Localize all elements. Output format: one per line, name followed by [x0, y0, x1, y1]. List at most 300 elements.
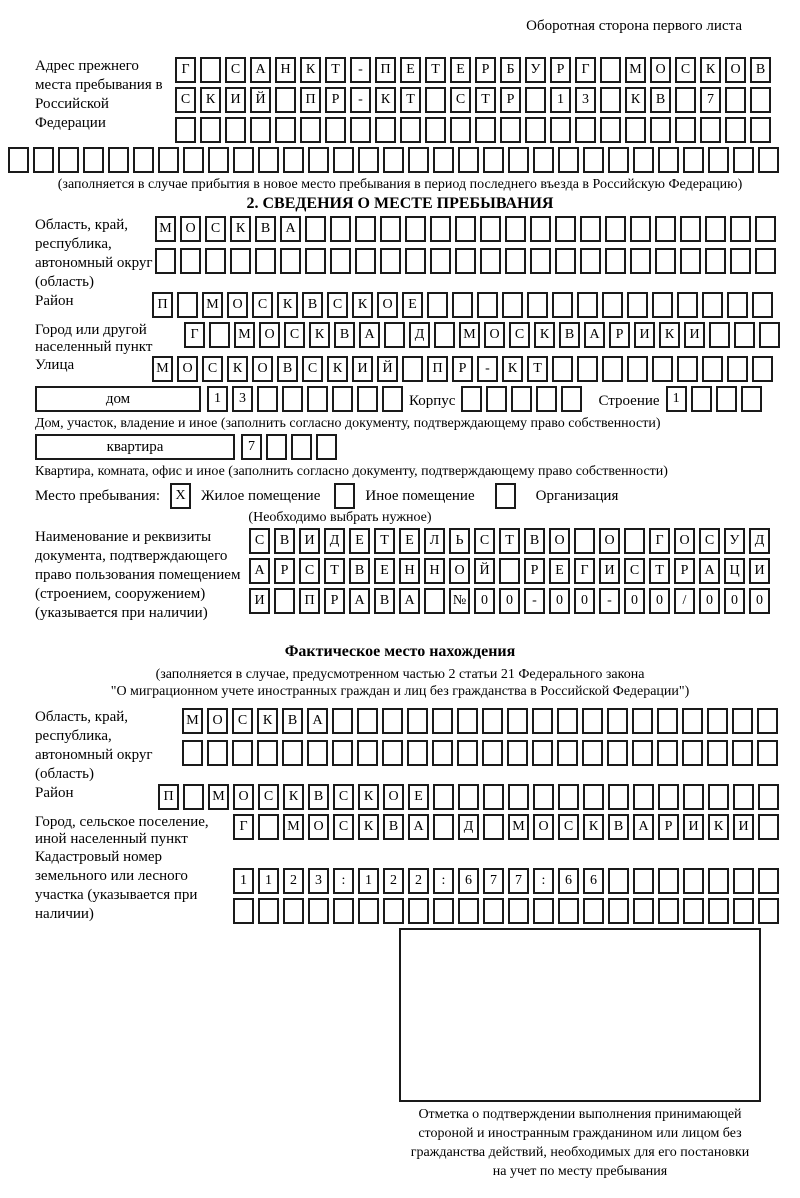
char-cell[interactable] [633, 868, 654, 894]
char-cell[interactable] [433, 784, 454, 810]
char-cell[interactable]: Р [475, 57, 496, 83]
char-cell[interactable] [305, 216, 326, 242]
char-cell[interactable]: Р [500, 87, 521, 113]
char-cell[interactable]: И [749, 558, 770, 584]
char-cell[interactable]: С [284, 322, 305, 348]
char-cell[interactable]: М [152, 356, 173, 382]
char-cell[interactable]: А [349, 588, 370, 614]
char-cell[interactable] [741, 386, 762, 412]
char-cell[interactable] [727, 356, 748, 382]
char-cell[interactable]: К [700, 57, 721, 83]
char-cell[interactable]: И [684, 322, 705, 348]
char-cell[interactable] [205, 248, 226, 274]
char-cell[interactable]: 6 [458, 868, 479, 894]
char-cell[interactable]: С [699, 528, 720, 554]
char-cell[interactable] [683, 147, 704, 173]
char-cell[interactable]: 7 [508, 868, 529, 894]
char-cell[interactable]: М [208, 784, 229, 810]
char-cell[interactable] [332, 740, 353, 766]
char-cell[interactable] [555, 248, 576, 274]
char-cell[interactable]: М [508, 814, 529, 840]
char-cell[interactable]: В [559, 322, 580, 348]
char-cell[interactable]: С [333, 814, 354, 840]
char-cell[interactable] [758, 147, 779, 173]
char-cell[interactable] [330, 248, 351, 274]
checkbox-organizatsiya[interactable] [495, 483, 516, 509]
char-cell[interactable] [180, 248, 201, 274]
char-cell[interactable]: П [152, 292, 173, 318]
char-cell[interactable] [582, 740, 603, 766]
char-cell[interactable]: В [750, 57, 771, 83]
char-cell[interactable] [655, 216, 676, 242]
char-cell[interactable] [550, 117, 571, 143]
char-cell[interactable] [375, 117, 396, 143]
char-cell[interactable]: Т [527, 356, 548, 382]
char-cell[interactable] [558, 898, 579, 924]
char-cell[interactable]: М [283, 814, 304, 840]
char-cell[interactable] [200, 117, 221, 143]
char-cell[interactable]: М [459, 322, 480, 348]
char-cell[interactable] [758, 784, 779, 810]
char-cell[interactable]: 1 [358, 868, 379, 894]
char-cell[interactable]: П [427, 356, 448, 382]
char-cell[interactable] [632, 740, 653, 766]
char-cell[interactable] [433, 898, 454, 924]
char-cell[interactable] [582, 708, 603, 734]
char-cell[interactable] [357, 708, 378, 734]
char-cell[interactable] [677, 356, 698, 382]
char-cell[interactable]: - [477, 356, 498, 382]
char-cell[interactable] [282, 386, 303, 412]
char-cell[interactable]: А [249, 558, 270, 584]
char-cell[interactable] [652, 356, 673, 382]
char-cell[interactable]: К [300, 57, 321, 83]
char-cell[interactable] [675, 87, 696, 113]
char-cell[interactable] [405, 216, 426, 242]
char-cell[interactable]: : [533, 868, 554, 894]
char-cell[interactable] [350, 117, 371, 143]
char-cell[interactable]: О [533, 814, 554, 840]
char-cell[interactable]: Е [408, 784, 429, 810]
char-cell[interactable] [583, 898, 604, 924]
char-cell[interactable]: Й [250, 87, 271, 113]
char-cell[interactable] [283, 147, 304, 173]
char-cell[interactable] [257, 740, 278, 766]
char-cell[interactable]: А [280, 216, 301, 242]
char-cell[interactable] [207, 740, 228, 766]
char-cell[interactable]: А [250, 57, 271, 83]
char-cell[interactable] [733, 147, 754, 173]
char-cell[interactable] [458, 147, 479, 173]
char-cell[interactable] [175, 117, 196, 143]
char-cell[interactable]: О [377, 292, 398, 318]
char-cell[interactable] [33, 147, 54, 173]
char-cell[interactable] [333, 898, 354, 924]
char-cell[interactable] [483, 898, 504, 924]
char-cell[interactable]: К [283, 784, 304, 810]
char-cell[interactable] [755, 216, 776, 242]
char-cell[interactable]: С [327, 292, 348, 318]
char-cell[interactable] [632, 708, 653, 734]
char-cell[interactable] [683, 868, 704, 894]
char-cell[interactable]: О [308, 814, 329, 840]
char-cell[interactable] [424, 588, 445, 614]
char-cell[interactable] [266, 434, 287, 460]
char-cell[interactable]: О [259, 322, 280, 348]
char-cell[interactable] [307, 386, 328, 412]
char-cell[interactable]: К [230, 216, 251, 242]
char-cell[interactable] [752, 292, 773, 318]
char-cell[interactable] [316, 434, 337, 460]
char-cell[interactable] [716, 386, 737, 412]
char-cell[interactable]: Т [324, 558, 345, 584]
char-cell[interactable]: Й [377, 356, 398, 382]
char-cell[interactable]: 0 [749, 588, 770, 614]
char-cell[interactable] [725, 117, 746, 143]
char-cell[interactable]: А [699, 558, 720, 584]
char-cell[interactable] [177, 292, 198, 318]
char-cell[interactable]: Г [574, 558, 595, 584]
char-cell[interactable]: У [724, 528, 745, 554]
char-cell[interactable]: И [225, 87, 246, 113]
char-cell[interactable]: А [359, 322, 380, 348]
char-cell[interactable]: Е [402, 292, 423, 318]
char-cell[interactable] [530, 216, 551, 242]
char-cell[interactable]: Г [649, 528, 670, 554]
char-cell[interactable] [607, 708, 628, 734]
char-cell[interactable]: К [583, 814, 604, 840]
char-cell[interactable]: М [155, 216, 176, 242]
char-cell[interactable]: Р [324, 588, 345, 614]
char-cell[interactable] [630, 248, 651, 274]
char-cell[interactable] [300, 117, 321, 143]
char-cell[interactable]: 7 [483, 868, 504, 894]
char-cell[interactable] [457, 740, 478, 766]
char-cell[interactable] [407, 740, 428, 766]
char-cell[interactable]: 1 [666, 386, 687, 412]
char-cell[interactable] [357, 740, 378, 766]
char-cell[interactable] [750, 117, 771, 143]
char-cell[interactable]: А [584, 322, 605, 348]
char-cell[interactable] [425, 87, 446, 113]
char-cell[interactable]: Т [325, 57, 346, 83]
char-cell[interactable]: С [252, 292, 273, 318]
char-cell[interactable] [530, 248, 551, 274]
char-cell[interactable] [707, 708, 728, 734]
char-cell[interactable] [257, 386, 278, 412]
char-cell[interactable]: Е [399, 528, 420, 554]
char-cell[interactable] [533, 784, 554, 810]
char-cell[interactable] [627, 292, 648, 318]
char-cell[interactable]: 1 [258, 868, 279, 894]
char-cell[interactable]: И [352, 356, 373, 382]
char-cell[interactable]: О [180, 216, 201, 242]
char-cell[interactable] [525, 117, 546, 143]
char-cell[interactable] [282, 740, 303, 766]
char-cell[interactable] [600, 87, 621, 113]
char-cell[interactable]: С [202, 356, 223, 382]
char-cell[interactable] [482, 740, 503, 766]
char-cell[interactable] [580, 216, 601, 242]
char-cell[interactable]: И [733, 814, 754, 840]
char-cell[interactable] [499, 558, 520, 584]
char-cell[interactable]: Д [409, 322, 430, 348]
char-cell[interactable] [532, 708, 553, 734]
char-cell[interactable]: К [375, 87, 396, 113]
char-cell[interactable] [533, 147, 554, 173]
char-cell[interactable] [430, 248, 451, 274]
char-cell[interactable] [330, 216, 351, 242]
char-cell[interactable]: О [725, 57, 746, 83]
char-cell[interactable]: К [257, 708, 278, 734]
char-cell[interactable]: К [277, 292, 298, 318]
char-cell[interactable]: А [633, 814, 654, 840]
char-cell[interactable] [450, 117, 471, 143]
char-cell[interactable] [291, 434, 312, 460]
char-cell[interactable] [709, 322, 730, 348]
char-cell[interactable]: С [225, 57, 246, 83]
char-cell[interactable]: С [474, 528, 495, 554]
char-cell[interactable]: М [182, 708, 203, 734]
char-cell[interactable]: С [675, 57, 696, 83]
char-cell[interactable] [209, 322, 230, 348]
char-cell[interactable]: Б [500, 57, 521, 83]
char-cell[interactable]: Т [425, 57, 446, 83]
char-cell[interactable] [730, 248, 751, 274]
char-cell[interactable] [733, 898, 754, 924]
char-cell[interactable]: И [683, 814, 704, 840]
char-cell[interactable]: К [227, 356, 248, 382]
char-cell[interactable] [402, 356, 423, 382]
char-cell[interactable] [705, 248, 726, 274]
char-cell[interactable]: А [408, 814, 429, 840]
char-cell[interactable]: И [634, 322, 655, 348]
char-cell[interactable] [457, 708, 478, 734]
char-cell[interactable] [477, 292, 498, 318]
char-cell[interactable] [682, 708, 703, 734]
char-cell[interactable] [627, 356, 648, 382]
char-cell[interactable]: П [158, 784, 179, 810]
char-cell[interactable] [707, 740, 728, 766]
char-cell[interactable]: М [234, 322, 255, 348]
char-cell[interactable]: К [708, 814, 729, 840]
char-cell[interactable] [233, 898, 254, 924]
char-cell[interactable] [702, 356, 723, 382]
char-cell[interactable] [182, 740, 203, 766]
char-cell[interactable]: : [333, 868, 354, 894]
char-cell[interactable]: О [484, 322, 505, 348]
char-cell[interactable] [508, 784, 529, 810]
char-cell[interactable] [483, 784, 504, 810]
char-cell[interactable]: В [383, 814, 404, 840]
char-cell[interactable]: В [282, 708, 303, 734]
char-cell[interactable]: / [674, 588, 695, 614]
char-cell[interactable]: М [202, 292, 223, 318]
char-cell[interactable]: 1 [233, 868, 254, 894]
char-cell[interactable]: Г [184, 322, 205, 348]
char-cell[interactable] [434, 322, 455, 348]
char-cell[interactable] [533, 898, 554, 924]
char-cell[interactable] [255, 248, 276, 274]
char-cell[interactable] [657, 740, 678, 766]
char-cell[interactable]: О [252, 356, 273, 382]
char-cell[interactable] [280, 248, 301, 274]
char-cell[interactable]: С [302, 356, 323, 382]
char-cell[interactable]: Л [424, 528, 445, 554]
char-cell[interactable] [557, 740, 578, 766]
char-cell[interactable]: Н [275, 57, 296, 83]
char-cell[interactable] [480, 216, 501, 242]
char-cell[interactable] [408, 147, 429, 173]
char-cell[interactable] [577, 356, 598, 382]
char-cell[interactable]: Т [374, 528, 395, 554]
char-cell[interactable] [407, 708, 428, 734]
char-cell[interactable] [561, 386, 582, 412]
char-cell[interactable] [602, 292, 623, 318]
char-cell[interactable]: - [524, 588, 545, 614]
char-cell[interactable] [505, 248, 526, 274]
char-cell[interactable] [625, 117, 646, 143]
char-cell[interactable] [525, 87, 546, 113]
char-cell[interactable]: И [599, 558, 620, 584]
char-cell[interactable] [607, 740, 628, 766]
char-cell[interactable]: С [558, 814, 579, 840]
char-cell[interactable]: 0 [699, 588, 720, 614]
char-cell[interactable] [455, 248, 476, 274]
char-cell[interactable] [500, 117, 521, 143]
char-cell[interactable] [608, 898, 629, 924]
char-cell[interactable]: В [374, 588, 395, 614]
char-cell[interactable] [475, 117, 496, 143]
char-cell[interactable]: С [205, 216, 226, 242]
char-cell[interactable] [552, 292, 573, 318]
char-cell[interactable]: Т [400, 87, 421, 113]
char-cell[interactable] [708, 784, 729, 810]
char-cell[interactable]: 2 [383, 868, 404, 894]
char-cell[interactable] [502, 292, 523, 318]
char-cell[interactable]: Р [550, 57, 571, 83]
char-cell[interactable]: В [524, 528, 545, 554]
char-cell[interactable] [425, 117, 446, 143]
char-cell[interactable] [275, 117, 296, 143]
char-cell[interactable]: 0 [724, 588, 745, 614]
char-cell[interactable] [382, 708, 403, 734]
char-cell[interactable]: О [599, 528, 620, 554]
char-cell[interactable] [274, 588, 295, 614]
char-cell[interactable]: - [599, 588, 620, 614]
char-cell[interactable] [708, 868, 729, 894]
char-cell[interactable]: Д [324, 528, 345, 554]
char-cell[interactable] [730, 216, 751, 242]
char-cell[interactable] [552, 356, 573, 382]
char-cell[interactable]: В [650, 87, 671, 113]
char-cell[interactable]: № [449, 588, 470, 614]
char-cell[interactable] [108, 147, 129, 173]
char-cell[interactable]: В [255, 216, 276, 242]
char-cell[interactable] [583, 784, 604, 810]
char-cell[interactable] [508, 898, 529, 924]
char-cell[interactable] [677, 292, 698, 318]
char-cell[interactable]: П [375, 57, 396, 83]
char-cell[interactable]: А [307, 708, 328, 734]
char-cell[interactable] [655, 248, 676, 274]
char-cell[interactable] [602, 356, 623, 382]
char-cell[interactable]: С [450, 87, 471, 113]
char-cell[interactable]: К [502, 356, 523, 382]
char-cell[interactable] [608, 868, 629, 894]
char-cell[interactable] [624, 528, 645, 554]
char-cell[interactable]: 3 [575, 87, 596, 113]
char-cell[interactable] [384, 322, 405, 348]
char-cell[interactable] [383, 898, 404, 924]
char-cell[interactable]: Р [325, 87, 346, 113]
char-cell[interactable] [630, 216, 651, 242]
char-cell[interactable] [557, 708, 578, 734]
char-cell[interactable]: С [232, 708, 253, 734]
char-cell[interactable] [633, 147, 654, 173]
char-cell[interactable]: Т [475, 87, 496, 113]
char-cell[interactable]: : [433, 868, 454, 894]
char-cell[interactable]: У [525, 57, 546, 83]
char-cell[interactable]: Р [452, 356, 473, 382]
char-cell[interactable] [433, 814, 454, 840]
char-cell[interactable] [250, 117, 271, 143]
char-cell[interactable] [633, 898, 654, 924]
checkbox-zhiloe[interactable]: X [170, 483, 191, 509]
char-cell[interactable] [683, 784, 704, 810]
char-cell[interactable] [455, 216, 476, 242]
char-cell[interactable]: Н [424, 558, 445, 584]
char-cell[interactable] [325, 117, 346, 143]
char-cell[interactable] [600, 57, 621, 83]
char-cell[interactable]: С [249, 528, 270, 554]
char-cell[interactable] [332, 386, 353, 412]
char-cell[interactable] [680, 216, 701, 242]
char-cell[interactable] [308, 147, 329, 173]
char-cell[interactable] [733, 868, 754, 894]
char-cell[interactable] [461, 386, 482, 412]
char-cell[interactable]: И [299, 528, 320, 554]
char-cell[interactable] [258, 147, 279, 173]
char-cell[interactable] [658, 147, 679, 173]
char-cell[interactable] [230, 248, 251, 274]
char-cell[interactable] [732, 740, 753, 766]
char-cell[interactable]: С [509, 322, 530, 348]
char-cell[interactable] [734, 322, 755, 348]
char-cell[interactable] [508, 147, 529, 173]
char-cell[interactable] [432, 740, 453, 766]
char-cell[interactable] [658, 898, 679, 924]
char-cell[interactable]: Н [399, 558, 420, 584]
char-cell[interactable] [430, 216, 451, 242]
char-cell[interactable]: О [233, 784, 254, 810]
char-cell[interactable] [283, 898, 304, 924]
char-cell[interactable]: С [175, 87, 196, 113]
char-cell[interactable] [758, 814, 779, 840]
char-cell[interactable] [536, 386, 557, 412]
char-cell[interactable]: О [383, 784, 404, 810]
char-cell[interactable]: 2 [283, 868, 304, 894]
char-cell[interactable]: Р [524, 558, 545, 584]
char-cell[interactable]: 0 [649, 588, 670, 614]
char-cell[interactable] [608, 147, 629, 173]
char-cell[interactable]: О [177, 356, 198, 382]
char-cell[interactable] [652, 292, 673, 318]
char-cell[interactable]: Т [649, 558, 670, 584]
char-cell[interactable] [759, 322, 780, 348]
char-cell[interactable]: М [625, 57, 646, 83]
char-cell[interactable]: В [349, 558, 370, 584]
